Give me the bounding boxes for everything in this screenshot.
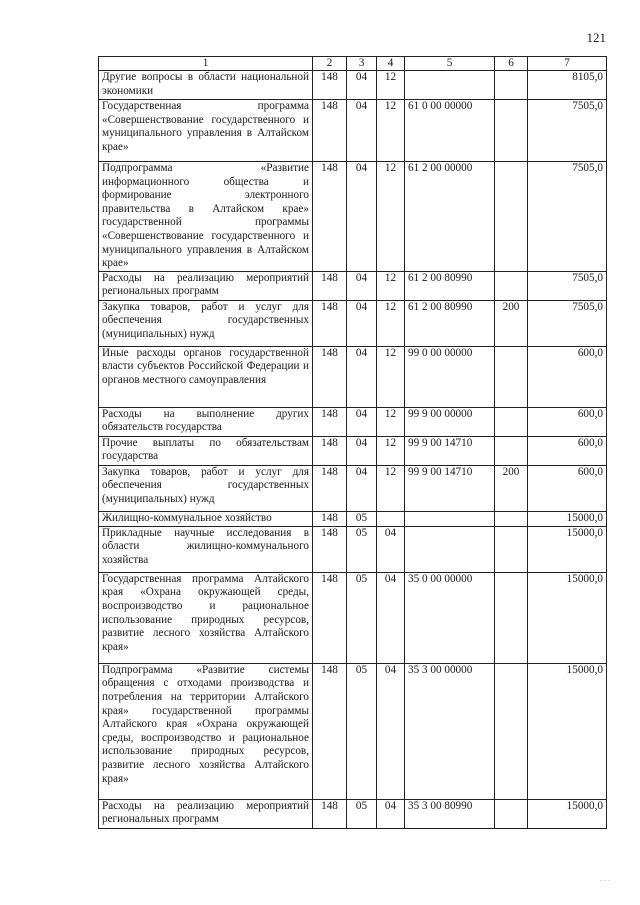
row-name: Расходы на реализацию мероприятий региональных программ [99, 799, 313, 828]
table-header-row [99, 57, 607, 71]
row-section: 05 [347, 526, 377, 572]
row-amount: 7505,0 [528, 271, 607, 300]
row-amount: 600,0 [528, 407, 607, 436]
row-subsection: 12 [377, 162, 405, 272]
row-expense-type: 200 [495, 300, 528, 346]
row-target-item [405, 511, 495, 526]
row-target-item: 61 2 00 80990 [405, 271, 495, 300]
row-target-item: 99 9 00 00000 [405, 407, 495, 436]
column-header: 5 [405, 57, 495, 71]
row-target-item: 61 2 00 00000 [405, 162, 495, 272]
row-subsection: 12 [377, 436, 405, 465]
row-section: 04 [347, 100, 377, 162]
table-row [99, 346, 607, 407]
row-section: 05 [347, 663, 377, 799]
table-row [99, 465, 607, 511]
row-amount: 15000,0 [528, 572, 607, 663]
row-name: Государственная программа Алтайского края «Охрана окружающей среды, воспроизводство и рациональное использование природных ресурсов, развитие лесного хозяйства Алтайского края» [99, 572, 313, 663]
row-target-item: 99 9 00 14710 [405, 436, 495, 465]
column-header: 1 [99, 57, 313, 71]
row-name: Закупка товаров, работ и услуг для обеспечения государственных (муниципальных) нужд [99, 465, 313, 511]
row-section: 04 [347, 71, 377, 100]
row-name: Прикладные научные исследования в области жилищно-коммунального хозяйства [99, 526, 313, 572]
row-target-item: 61 2 00 80990 [405, 300, 495, 346]
row-section: 05 [347, 572, 377, 663]
row-amount: 7505,0 [528, 300, 607, 346]
row-expense-type [495, 271, 528, 300]
table-row [99, 407, 607, 436]
row-expense-type [495, 100, 528, 162]
row-amount: 600,0 [528, 436, 607, 465]
column-header: 3 [347, 57, 377, 71]
row-amount: 15000,0 [528, 526, 607, 572]
row-subsection: 12 [377, 71, 405, 100]
row-section: 04 [347, 271, 377, 300]
row-name: Прочие выплаты по обязательствам государства [99, 436, 313, 465]
row-target-item [405, 526, 495, 572]
row-department: 148 [313, 100, 347, 162]
row-amount: 15000,0 [528, 799, 607, 828]
row-expense-type [495, 511, 528, 526]
row-expense-type [495, 663, 528, 799]
row-department: 148 [313, 71, 347, 100]
row-subsection: 04 [377, 572, 405, 663]
row-subsection: 12 [377, 465, 405, 511]
table-row [99, 799, 607, 828]
table-row [99, 300, 607, 346]
column-header: 7 [528, 57, 607, 71]
row-expense-type [495, 526, 528, 572]
row-subsection: 12 [377, 100, 405, 162]
row-amount: 15000,0 [528, 663, 607, 799]
row-section: 04 [347, 300, 377, 346]
row-amount: 15000,0 [528, 511, 607, 526]
row-subsection [377, 511, 405, 526]
row-section: 04 [347, 436, 377, 465]
row-subsection: 12 [377, 271, 405, 300]
row-department: 148 [313, 799, 347, 828]
row-name: Расходы на реализацию мероприятий региональных программ [99, 271, 313, 300]
row-department: 148 [313, 407, 347, 436]
row-section: 05 [347, 799, 377, 828]
row-expense-type [495, 799, 528, 828]
row-name: Жилищно-коммунальное хозяйство [99, 511, 313, 526]
row-subsection: 12 [377, 346, 405, 407]
row-section: 04 [347, 346, 377, 407]
row-target-item: 35 3 00 80990 [405, 799, 495, 828]
row-department: 148 [313, 271, 347, 300]
row-department: 148 [313, 572, 347, 663]
row-target-item: 35 3 00 00000 [405, 663, 495, 799]
row-target-item: 99 0 00 00000 [405, 346, 495, 407]
row-name: Расходы на выполнение других обязательств государства [99, 407, 313, 436]
scan-specks: . . . [600, 874, 610, 883]
budget-table [98, 56, 607, 829]
row-department: 148 [313, 465, 347, 511]
row-expense-type [495, 572, 528, 663]
row-target-item [405, 71, 495, 100]
row-subsection: 12 [377, 407, 405, 436]
row-expense-type [495, 407, 528, 436]
row-expense-type: 200 [495, 465, 528, 511]
row-department: 148 [313, 300, 347, 346]
row-section: 04 [347, 407, 377, 436]
table-row [99, 100, 607, 162]
page-number: 121 [586, 30, 606, 45]
table-row [99, 511, 607, 526]
row-target-item: 35 0 00 00000 [405, 572, 495, 663]
table-row [99, 526, 607, 572]
row-department: 148 [313, 162, 347, 272]
row-name: Закупка товаров, работ и услуг для обеспечения государственных (муниципальных) нужд [99, 300, 313, 346]
row-amount: 7505,0 [528, 162, 607, 272]
row-name: Подпрограмма «Развитие системы обращения с отходами производства и потребления на территории Алтайского края» государственной программы Алтайского края «Охрана окружающей среды, воспроизводство и рациональное использование природных ресурсов, развитие лесного хозяйства Алтайского края» [99, 663, 313, 799]
row-name: Иные расходы органов государственной власти субъектов Российской Федерации и органов местного самоуправления [99, 346, 313, 407]
column-header: 6 [495, 57, 528, 71]
row-expense-type [495, 162, 528, 272]
row-expense-type [495, 71, 528, 100]
table-row [99, 71, 607, 100]
row-target-item: 61 0 00 00000 [405, 100, 495, 162]
row-subsection: 12 [377, 300, 405, 346]
row-section: 04 [347, 162, 377, 272]
row-target-item: 99 9 00 14710 [405, 465, 495, 511]
row-section: 04 [347, 465, 377, 511]
row-name: Другие вопросы в области национальной экономики [99, 71, 313, 100]
row-department: 148 [313, 436, 347, 465]
row-department: 148 [313, 511, 347, 526]
column-header: 4 [377, 57, 405, 71]
row-department: 148 [313, 526, 347, 572]
row-expense-type [495, 346, 528, 407]
row-department: 148 [313, 663, 347, 799]
row-amount: 8105,0 [528, 71, 607, 100]
row-expense-type [495, 436, 528, 465]
row-subsection: 04 [377, 663, 405, 799]
table-row [99, 572, 607, 663]
row-name: Подпрограмма «Развитие информационного общества и формирование электронного правительства в Алтайском крае» государственной программы «Совершенствование государственного и муниципального управления в Алтайском крае» [99, 162, 313, 272]
row-department: 148 [313, 346, 347, 407]
table-row [99, 271, 607, 300]
row-amount: 7505,0 [528, 100, 607, 162]
table-row [99, 436, 607, 465]
table-row [99, 162, 607, 272]
row-name: Государственная программа «Совершенствование государственного и муниципального управления в Алтайском крае» [99, 100, 313, 162]
column-header: 2 [313, 57, 347, 71]
row-amount: 600,0 [528, 346, 607, 407]
row-section: 05 [347, 511, 377, 526]
row-subsection: 04 [377, 526, 405, 572]
row-amount: 600,0 [528, 465, 607, 511]
row-subsection: 04 [377, 799, 405, 828]
table-row [99, 663, 607, 799]
